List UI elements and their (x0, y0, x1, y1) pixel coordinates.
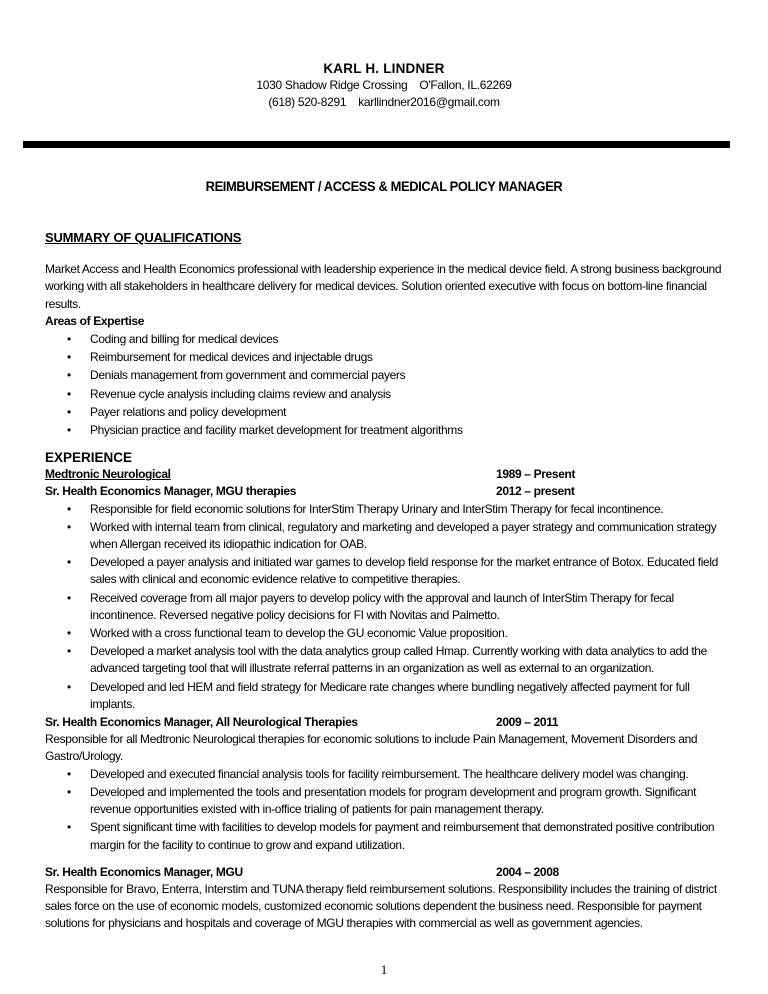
expertise-heading: Areas of Expertise (45, 313, 145, 328)
list-item: • Denials management from government and commercial payers (45, 366, 735, 384)
company-dates: 1989 – Present (496, 467, 576, 482)
list-item: • Spent significant time with facilities to develop models for payment and reimbursement that demonstrated positive contribution margin for the facility to continue to grow and expand utilization. (67, 820, 715, 852)
list-item: • Responsible for field economic solutions for InterStim Therapy Urinary and InterStim Therapy for fecal incontinence. (45, 501, 735, 518)
phone-number: (618) 520-8291 (268, 95, 347, 109)
list-item: • Developed and implemented the tools and presentation models for program development and program growth. Significant revenue opportunities existed with in-office trialing of patients for pain management therapy. (67, 784, 697, 817)
bullet-icon: • (67, 386, 71, 401)
company-row (45, 466, 735, 483)
role-dates: 2004 – 2008 (496, 864, 559, 879)
list-item: • Payer relations and policy development (45, 403, 735, 421)
list-item: • Developed and led HEM and field strategy for Medicare rate changes where bundling negatively affected payment for full implants. (67, 679, 690, 711)
list-item: • Physician practice and facility market development for treatment algorithms (45, 421, 735, 439)
expertise-list (45, 330, 735, 439)
role-title: Sr. Health Economics Manager, MGU therapies (45, 484, 297, 499)
list-item: • Received coverage from all major payers to develop policy with the approval and launch of InterStim Therapy for fecal incontinence. Reversed negative policy decisions for FI with Novitas and Palmetto. (67, 590, 674, 622)
summary-heading: SUMMARY OF QUALIFICATIONS (45, 230, 242, 245)
bullet-icon: • (67, 368, 71, 383)
candidate-name: KARL H. LINDNER (323, 61, 445, 76)
city-state-zip: O'Fallon, IL.62269 (419, 78, 512, 92)
role-row (45, 483, 735, 500)
summary-paragraph: Market Access and Health Economics professional with leadership experience in the medical device field. A strong business background working with all stakeholders in healthcare delivery for medical devices. Solution oriented executive with focus on bottom-line financial results. (45, 262, 722, 311)
bullet-icon: • (67, 423, 71, 438)
company-name: Medtronic Neurological (45, 467, 171, 482)
address-line (0, 77, 768, 94)
list-item: • Worked with internal team from clinical, regulatory and marketing and developed a payer strategy and communication strategy when Allergan received its idiopathic indication for OAB. (67, 519, 717, 552)
role-row (45, 864, 735, 881)
role-title: Sr. Health Economics Manager, All Neurological Therapies (45, 715, 358, 730)
bullet-icon: • (67, 626, 71, 641)
bullet-icon: • (67, 820, 71, 835)
job-title-heading: REIMBURSEMENT / ACCESS & MEDICAL POLICY MANAGER (205, 178, 563, 194)
experience-heading: EXPERIENCE (45, 450, 133, 466)
spacer (45, 855, 735, 864)
list-item: • Reimbursement for medical devices and injectable drugs (45, 348, 735, 366)
list-item: • Worked with a cross functional team to develop the GU economic Value proposition. (45, 625, 735, 642)
role-dates: 2012 – present (496, 484, 575, 499)
role-title: Sr. Health Economics Manager, MGU (45, 864, 243, 879)
list-item: • Coding and billing for medical devices (45, 330, 735, 348)
bullet-icon: • (67, 784, 71, 799)
bullet-icon: • (67, 679, 71, 694)
list-item: • Developed a payer analysis and initiated war games to develop field response for the market entrance of Botox. Educated field sales with clinical and economic evidence relative to competitive therapies. (67, 555, 718, 587)
role-description: Responsible for all Medtronic Neurological therapies for economic solutions to include Pain Management, Movement Disorders and Gastro/Urology. (45, 732, 698, 764)
bullet-icon: • (67, 590, 71, 605)
bullet-icon: • (67, 332, 71, 347)
role-duties-list (45, 501, 735, 713)
bullet-icon: • (67, 350, 71, 365)
resume-header (0, 60, 768, 111)
header-divider (23, 141, 730, 148)
bullet-icon: • (67, 644, 71, 659)
bullet-icon: • (67, 555, 71, 570)
email-address: karllindner2016@gmail.com (358, 95, 500, 109)
contact-line (0, 94, 768, 111)
list-item: • Revenue cycle analysis including claims review and analysis (45, 385, 735, 403)
bullet-icon: • (67, 501, 71, 516)
role-description: Responsible for Bravo, Enterra, Interstim and TUNA therapy field reimbursement solutions. Responsibility includes the training of district sales force on the use of economic models, customized economic solutions dependent the business need. Responsible for payment solutions for physicians and hospitals and coverage of MGU therapies with commercial as well as government agencies. (45, 881, 717, 931)
role-duties-list (45, 766, 735, 854)
street-address: 1030 Shadow Ridge Crossing (256, 78, 408, 92)
bullet-icon: • (67, 519, 71, 534)
resume-body (45, 229, 735, 933)
bullet-icon: • (67, 766, 71, 781)
role-row (45, 714, 735, 731)
bullet-icon: • (67, 404, 71, 419)
list-item: • Developed a market analysis tool with the data analytics group called Hmap. Currently working with data analytics to add the advanced targeting tool that will illustrate referral patterns in an organization as well as external to an organization. (67, 644, 707, 676)
role-dates: 2009 – 2011 (496, 715, 559, 730)
list-item: • Developed and executed financial analysis tools for facility reimbursement. The healthcare delivery model was changing. (45, 766, 735, 783)
page-number: 1 (380, 962, 388, 977)
